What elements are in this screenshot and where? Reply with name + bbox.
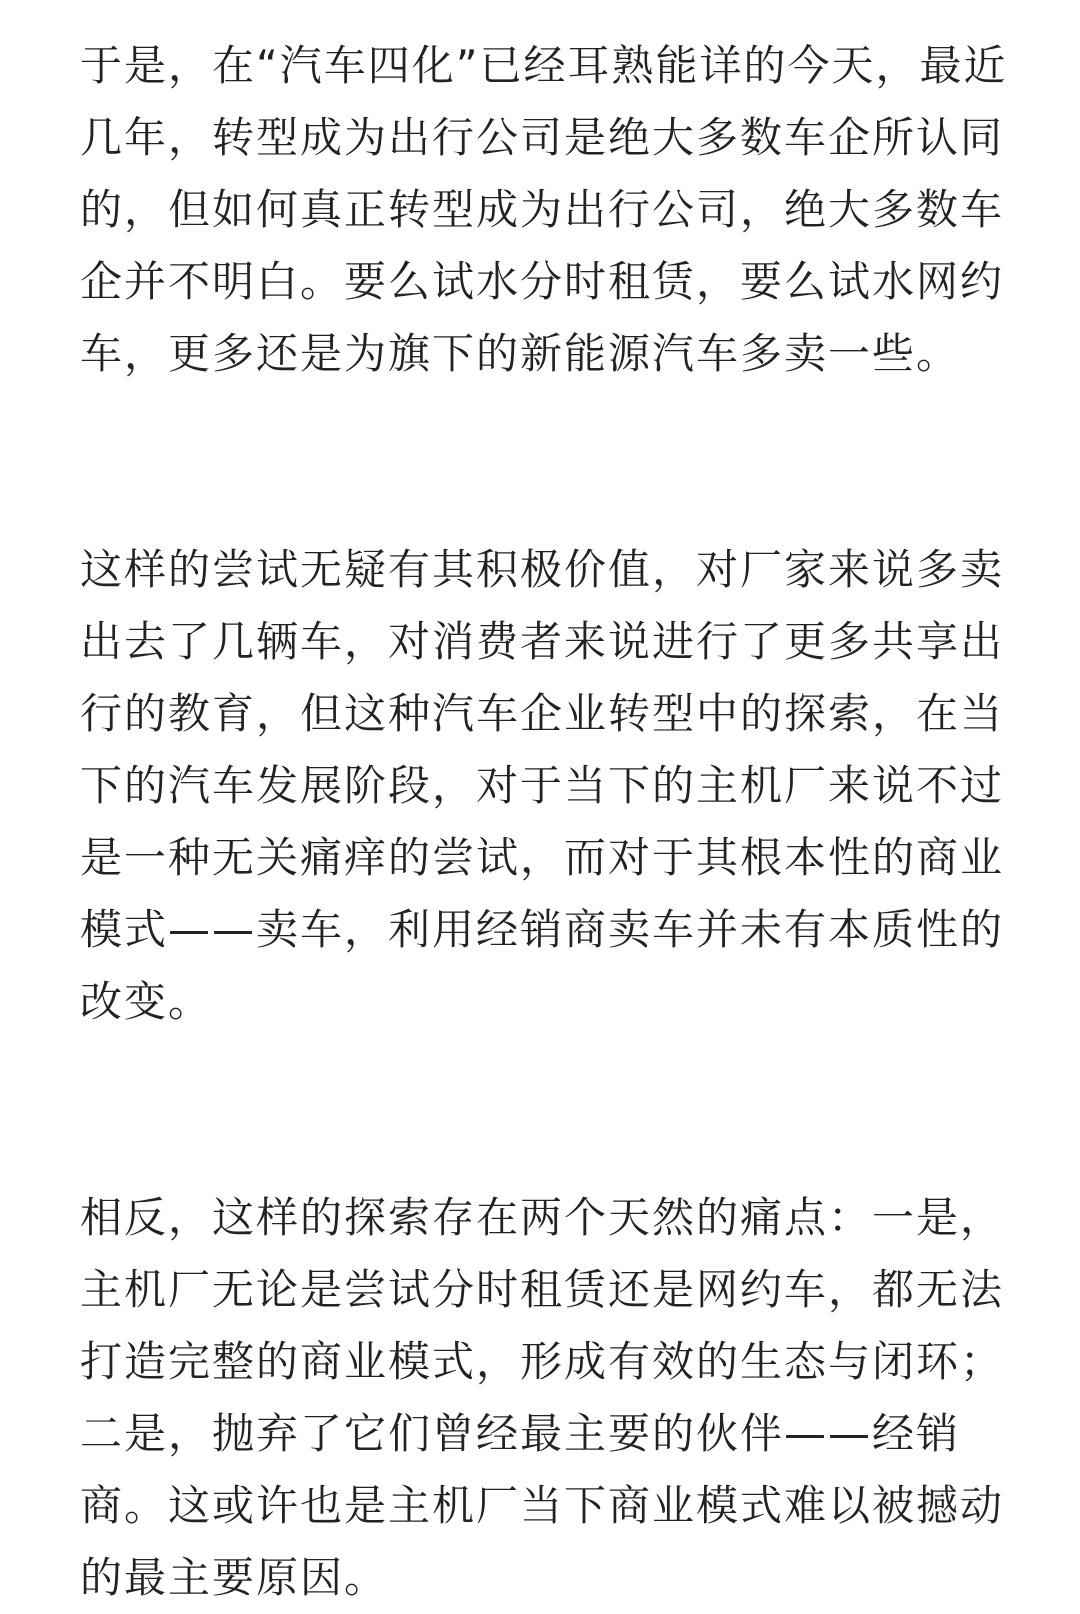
text-line: 是一种无关痛痒的尝试，而对于其根本性的商业 [80,833,1005,882]
paragraph-1 [80,30,1008,390]
text-line: 改变。 [80,977,213,1026]
text-line: 相反，这样的探索存在两个天然的痛点：一是， [80,1193,1005,1242]
text-line: 行的教育，但这种汽车企业转型中的探索，在当 [80,689,1005,738]
text-line: 于是，在“汽车四化”已经耳熟能详的今天，最近 [80,41,1008,90]
paragraph-3 [80,1182,1005,1614]
text-line: 打造完整的商业模式，形成有效的生态与闭环； [80,1337,1005,1386]
text-line: 模式——卖车，利用经销商卖车并未有本质性的 [80,905,1005,954]
paragraph-2 [80,534,1005,1038]
text-line: 商。这或许也是主机厂当下商业模式难以被撼动 [80,1481,1005,1530]
text-line: 几年，转型成为出行公司是绝大多数车企所认同 [80,113,1005,162]
text-line: 主机厂无论是尝试分时租赁还是网约车，都无法 [80,1265,1005,1314]
text-line: 二是，抛弃了它们曾经最主要的伙伴——经销 [80,1409,961,1458]
text-line: 下的汽车发展阶段，对于当下的主机厂来说不过 [80,761,1005,810]
text-line: 这样的尝试无疑有其积极价值，对厂家来说多卖 [80,545,1005,594]
article-body [80,30,1008,1614]
paragraph-spacer [80,390,990,534]
text-line: 出去了几辆车，对消费者来说进行了更多共享出 [80,617,1005,666]
text-line: 车，更多还是为旗下的新能源汽车多卖一些。 [80,329,961,378]
paragraph-spacer [80,1038,990,1182]
text-line: 的，但如何真正转型成为出行公司，绝大多数车 [80,185,1005,234]
text-line: 企并不明白。要么试水分时租赁，要么试水网约 [80,257,1005,306]
text-line: 的最主要原因。 [80,1553,389,1602]
